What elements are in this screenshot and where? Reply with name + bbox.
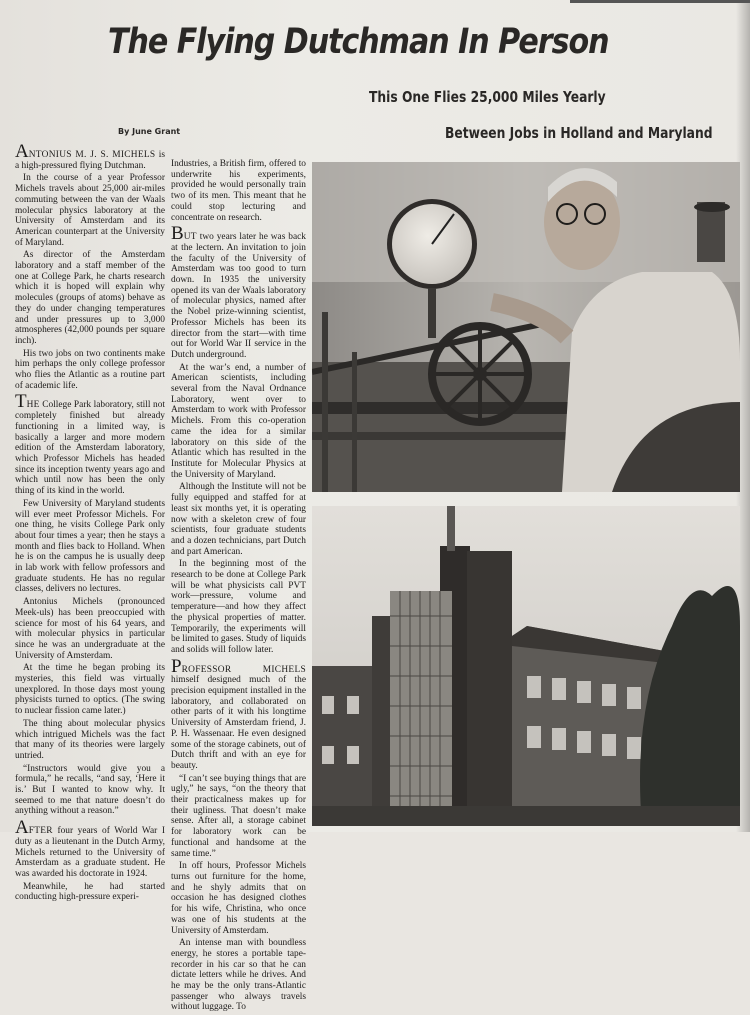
headline: The Flying Dutchman In Person (108, 22, 609, 62)
lead-in: FTER (28, 826, 53, 837)
drop-cap: A (15, 141, 29, 162)
article-paragraph (15, 250, 165, 346)
drop-cap: T (15, 391, 27, 413)
drop-cap: B (171, 223, 184, 245)
drop-cap: A (15, 817, 29, 839)
photo-laboratory-building (312, 506, 740, 826)
paragraph-text: The thing about molecular physics which intrigued Michels was the fact that many of its theories were largely untried. (15, 718, 165, 761)
paragraph-text: College Park laboratory, still not completely finished but already functioning in a limited way, is basically a larger and more modern edition of the Amsterdam laboratory, which Professor Michels has headed since its inception twenty years ago and which until now has been the only thing of its kind in the world. (15, 400, 165, 497)
paragraph-text: “I can’t see buying things that are ugly,” he says, “on the theory that their practicalness makes up for their ugliness. That doesn’t make sense. After all, a storage cabinet for laboratory work can be functional and handsome at the same time.” (171, 773, 306, 859)
paragraph-text: himself designed much of the precision equipment installed in the laboratory, and collaborated on other parts of it with his longtime University of Amsterdam friend, J. P. H. Wassenaar. He even designed some of the storage cabinets, out of Dutch thrift and with an eye for beauty. (171, 675, 306, 771)
article-paragraph (171, 159, 306, 223)
article-paragraph (171, 655, 306, 772)
subheadline-1: This One Flies 25,000 Miles Yearly (369, 88, 606, 106)
paragraph-text: At the time he began probing its mysteries, this field was virtually unexplored. In those days most young physicists turned to optics. (The swing to nuclear fission came later.) (15, 663, 165, 717)
article-paragraph (171, 938, 306, 1013)
article-paragraph (15, 141, 165, 171)
article-paragraph (15, 597, 165, 661)
drop-cap: P (171, 655, 182, 677)
article-paragraph (15, 817, 165, 880)
article-paragraph (15, 499, 165, 595)
paragraph-text: As director of the Amsterdam laboratory and a staff member of the one at College Park, he charts research which it is hoped will explain why molecules (groups of atoms) behave as they do under changing temperatures and under pressures up to 3,000 atmospheres (42,000 pounds per square inch). (15, 250, 165, 346)
article-paragraph (15, 764, 165, 818)
paragraph-text: In off hours, Professor Michels turns out furniture for the home, and he shyly admits that on occasion he has designed clothes for his wife, Christina, who once was one of his students at the University of Amsterdam. (171, 861, 306, 936)
article-paragraph (15, 663, 165, 717)
article-paragraph (15, 173, 165, 248)
article-paragraph (15, 719, 165, 762)
paragraph-text: is a high-pressured flying Dutchman. (15, 150, 165, 171)
article-column-1 (15, 141, 165, 905)
paragraph-text: four years of World War I duty as a lieutenant in the Dutch Army, Michels returned to the University of Amsterdam as a graduate student. He was awarded his doctorate in 1924. (15, 826, 165, 879)
paragraph-text: In the beginning most of the research to be done at College Park will be what physicists call PVT work—pressure, volume and temperature—and how they affect the physical properties of matter. Temporarily, the experiments will be limited to gases. Study of liquids and solids will follow later. (171, 559, 306, 655)
lead-in: NTONIUS M. J. S. MICHELS (28, 150, 156, 160)
paragraph-text: His two jobs on two continents make him perhaps the only college professor who flies the Atlantic as a routine part of academic life. (15, 348, 165, 391)
article-paragraph (171, 559, 306, 655)
paragraph-text: An intense man with boundless energy, he stores a portable tape-recorder in his car so that he can dictate letters while he drives. And he may be the only trans-Atlantic passenger who always travels without luggage. To (171, 938, 306, 1013)
paragraph-text: Although the Institute will not be fully equipped and staffed for at least six months yet, it is operating now with a skeleton crew of four scientists, four graduate students and a dozen technicians, part Dutch and part American. (171, 482, 306, 557)
paragraph-text: two years later he was back at the lectern. An invitation to join the faculty of the University of Amsterdam was too good to turn down. In 1935 the university opened its van der Waals laboratory of molecular physics, named after the Nobel prize-winning scientist, Professor Michels has been its director from the start—with time out for World War II service in the Dutch underground. (171, 232, 306, 360)
paragraph-text: “Instructors would give you a formula,” he recalls, “and say, ‘Here it is.’ But I wanted to know why. It seemed to me that nature doesn’t do anything without a reason.” (15, 763, 165, 817)
article-paragraph (171, 861, 306, 936)
article-paragraph (15, 882, 165, 903)
byline: By June Grant (118, 127, 181, 136)
photo-scientist-with-gauge (312, 162, 740, 492)
lead-in: ROFESSOR MICHELS (181, 664, 306, 675)
lead-in: UT (183, 232, 197, 243)
subheadline-2: Between Jobs in Holland and Maryland (445, 124, 713, 142)
paragraph-text: In the course of a year Professor Michels travels about 25,000 air-miles commuting between the van der Waals molecular physics laboratory at the University of Amsterdam and its American counterpart at the University of Maryland. (15, 173, 165, 248)
article-paragraph (15, 349, 165, 392)
article-column-2 (171, 159, 306, 1015)
paragraph-text: Meanwhile, he had started conducting high-pressure experi- (15, 881, 165, 903)
page-top-strip (570, 0, 750, 3)
article-paragraph (171, 223, 306, 360)
article-paragraph (171, 482, 306, 557)
article-paragraph (171, 363, 306, 481)
article-paragraph (15, 391, 165, 497)
article-paragraph (171, 774, 306, 860)
paragraph-text: At the war’s end, a number of American scientists, including several from the Naval Ordnance Laboratory, went over to Amsterdam to work with Professor Michels. From this co-operation came the idea for a similar laboratory on this side of the Atlantic which has resulted in the Institute for Molecular Physics at the University of Maryland. (171, 362, 306, 480)
lead-in: HE (26, 400, 40, 411)
paragraph-text: Few University of Maryland students will ever meet Professor Michels. For one thing, he visits College Park only about four times a year; then he stays a month and flies back to Holland. When he is on the campus he is usually deep in lab work with fellow professors and graduate students. He has no regular classes, delivers no lectures. (15, 498, 165, 595)
paragraph-text: Industries, a British firm, offered to underwrite his experiments, provided he would personally train two of its men. This meant that he could stop lecturing and concentrate on research. (171, 159, 306, 223)
paragraph-text: Antonius Michels (pronounced Meek-uls) has been preoccupied with science for most of his 64 years, and with molecular physics in particular since he was an undergraduate at the University of Amsterdam. (15, 597, 165, 661)
